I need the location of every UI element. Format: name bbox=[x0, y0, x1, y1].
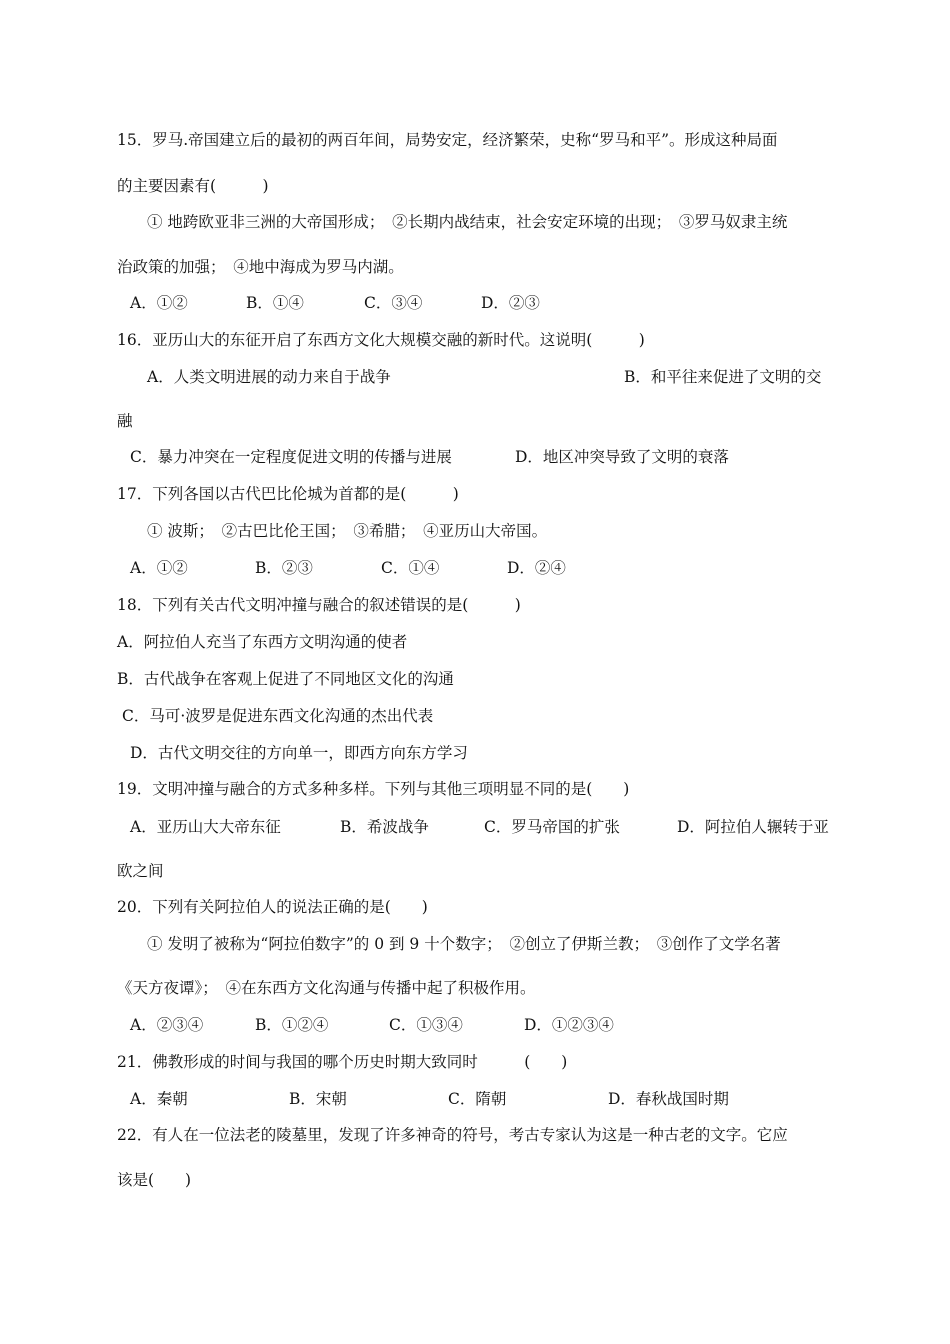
q21-option-a: A．秦朝 bbox=[130, 1090, 188, 1108]
q20-stem: 20．下列有关阿拉伯人的说法正确的是( ) bbox=[117, 898, 428, 916]
q20-option-b: B．①②④ bbox=[255, 1016, 329, 1034]
q15-statements-line2: 治政策的加强； ④地中海成为罗马内湖。 bbox=[117, 258, 404, 276]
q19-option-c: C．罗马帝国的扩张 bbox=[484, 818, 620, 836]
q21-option-b: B．宋朝 bbox=[289, 1090, 347, 1108]
q17-option-a: A．①② bbox=[130, 559, 188, 577]
q17-option-d: D．②④ bbox=[507, 559, 566, 577]
q21-stem: 21．佛教形成的时间与我国的哪个历史时期大致同时 ( ) bbox=[117, 1053, 568, 1071]
q20-option-d: D．①②③④ bbox=[524, 1016, 614, 1034]
q15-option-a: A．①② bbox=[130, 294, 188, 312]
q18-option-c: C．马可·波罗是促进东西文化沟通的杰出代表 bbox=[122, 707, 434, 725]
q19-option-a: A．亚历山大大帝东征 bbox=[130, 818, 281, 836]
q15-option-c: C．③④ bbox=[364, 294, 423, 312]
q20-statements-line2: 《天方夜谭》； ④在东西方文化沟通与传播中起了积极作用。 bbox=[117, 979, 536, 997]
q18-option-d: D．古代文明交往的方向单一，即西方向东方学习 bbox=[130, 744, 468, 762]
q22-stem-line1: 22．有人在一位法老的陵墓里，发现了许多神奇的符号，考古专家认为这是一种古老的文字。它应 bbox=[117, 1126, 788, 1144]
q19-option-d: D．阿拉伯人辗转于亚 bbox=[677, 818, 829, 836]
q19-option-b: B．希波战争 bbox=[340, 818, 429, 836]
q15-stem-line1: 15．罗马.帝国建立后的最初的两百年间，局势安定，经济繁荣，史称“罗马和平”。形成这种局面 bbox=[117, 131, 778, 149]
q19-option-d-wrap: 欧之间 bbox=[117, 862, 164, 880]
q15-option-b: B．①④ bbox=[246, 294, 304, 312]
q16-option-b-wrap: 融 bbox=[117, 412, 133, 430]
q16-option-d: D．地区冲突导致了文明的衰落 bbox=[515, 448, 729, 466]
q16-option-b: B．和平往来促进了文明的交 bbox=[624, 368, 822, 386]
q17-option-c: C．①④ bbox=[381, 559, 440, 577]
q15-statements-line1: ① 地跨欧亚非三洲的大帝国形成； ②长期内战结束，社会安定环境的出现； ③罗马奴隶主统 bbox=[147, 213, 788, 231]
q17-stem: 17．下列各国以古代巴比伦城为首都的是( ) bbox=[117, 485, 459, 503]
q16-option-a: A．人类文明进展的动力来自于战争 bbox=[147, 368, 391, 386]
q21-option-d: D．春秋战国时期 bbox=[608, 1090, 729, 1108]
q15-option-d: D．②③ bbox=[481, 294, 540, 312]
q20-statements-line1: ① 发明了被称为“阿拉伯数字”的 0 到 9 十个数字； ②创立了伊斯兰教； ③创作了文学名著 bbox=[147, 935, 781, 953]
q15-stem-line2: 的主要因素有( ) bbox=[117, 177, 269, 195]
q21-option-c: C．隋朝 bbox=[448, 1090, 507, 1108]
q18-option-b: B．古代战争在客观上促进了不同地区文化的沟通 bbox=[117, 670, 454, 688]
q16-stem: 16．亚历山大的东征开启了东西方文化大规模交融的新时代。这说明( ) bbox=[117, 331, 645, 349]
q18-option-a: A．阿拉伯人充当了东西方文明沟通的使者 bbox=[117, 633, 408, 651]
q18-stem: 18．下列有关古代文明冲撞与融合的叙述错误的是( ) bbox=[117, 596, 521, 614]
q20-option-a: A．②③④ bbox=[130, 1016, 204, 1034]
q19-stem: 19．文明冲撞与融合的方式多种多样。下列与其他三项明显不同的是( ) bbox=[117, 780, 630, 798]
q17-statements: ① 波斯； ②古巴比伦王国； ③希腊； ④亚历山大帝国。 bbox=[147, 522, 548, 540]
q22-stem-line2: 该是( ) bbox=[117, 1171, 192, 1189]
q20-option-c: C．①③④ bbox=[389, 1016, 463, 1034]
q17-option-b: B．②③ bbox=[255, 559, 313, 577]
q16-option-c: C．暴力冲突在一定程度促进文明的传播与进展 bbox=[130, 448, 452, 466]
